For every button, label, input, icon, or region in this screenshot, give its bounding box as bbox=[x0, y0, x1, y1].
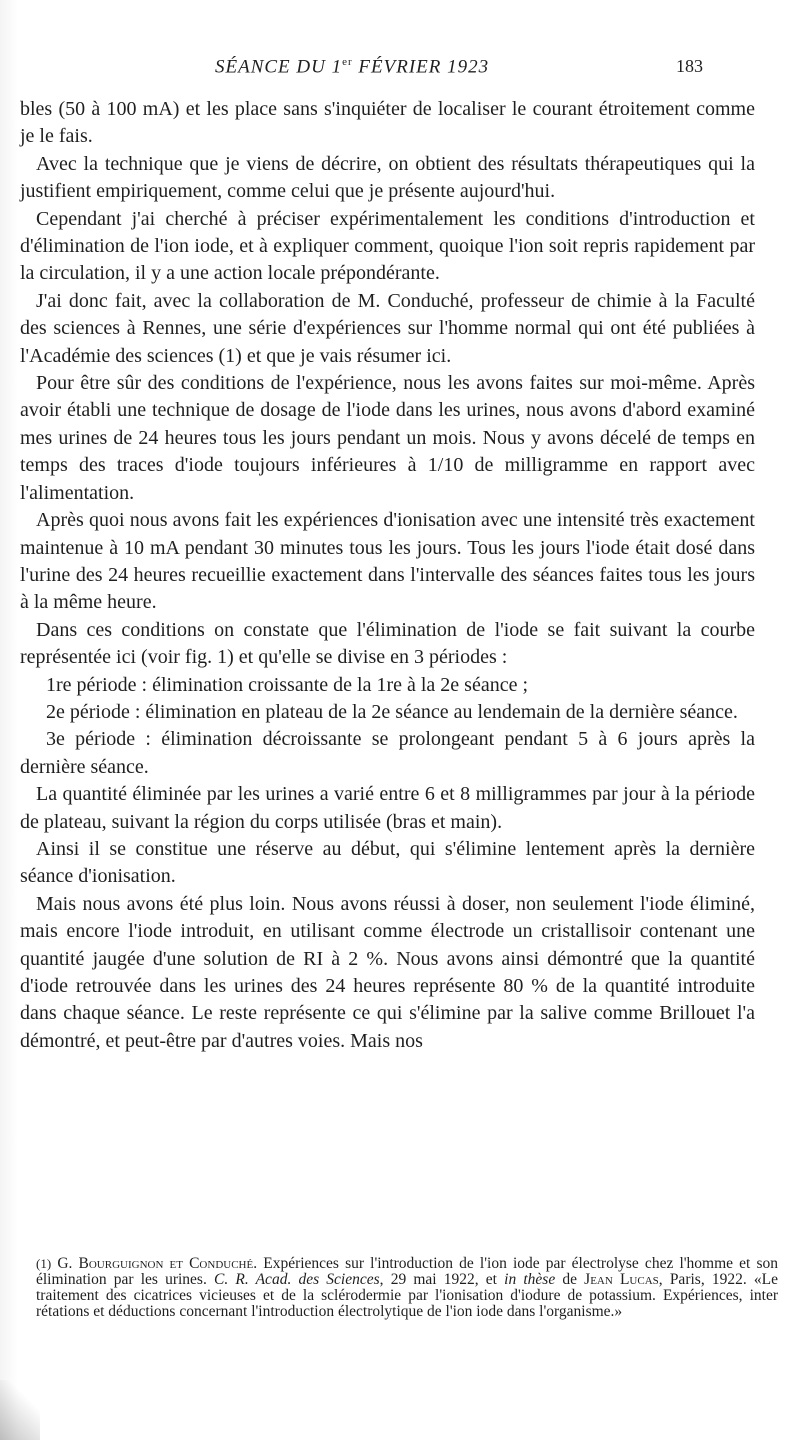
paragraph: La quantité éliminée par les urines a varié entre 6 et 8 milligrammes par jour à la période de plateau, suivant la région du corps utilisée (bras et main). bbox=[20, 783, 755, 833]
paragraph: Après quoi nous avons fait les expériences d'ionisation avec une intensité très exactement maintenue à 10 mA pendant 30 minutes tous les jours. Tous les jours l'iode était dosé dans l'urine des 24 heures recueillie exactement dans l'intervalle des séances faites tous les jours à la même heure. bbox=[20, 509, 755, 614]
footnote-in-these: in thèse bbox=[504, 1271, 556, 1288]
footnote-text: , 29 mai 1922, et bbox=[379, 1271, 505, 1288]
paragraph: Dans ces conditions on constate que l'élimination de l'iode se fait suivant la courbe représentée ici (voir fig. 1) et qu'elle se divise en 3 périodes : bbox=[20, 618, 755, 669]
paragraph: Ainsi il se constitue une réserve au début, qui s'élimine lentement après la dernière séance d'ionisation. bbox=[20, 837, 755, 888]
paragraph: Cependant j'ai cherché à préciser expérimentalement les conditions d'introduction et d'élimination de l'ion iode, et à expliquer comment, quoique l'ion soit repris rapidement par la circulation, il y a une action locale prépondérante. bbox=[20, 207, 755, 285]
paragraph: Mais nous avons été plus loin. Nous avons réussi à doser, non seulement l'iode éliminé, mais encore l'iode introduit, en utilisant comme électrode un cristallisoir contenant une quantité jaugée d'une solution de RI à 2 %. Nous avons ainsi démontré que la quantité d'iode retrouvée dans les urines des 24 heures représente 80 % de la quantité introduite dans chaque séance. Le reste représente ce qui s'élimine par la salive comme Brillouet l'a démontré, et peut-être par d'autres voies. Mais nos bbox=[20, 892, 755, 1052]
paragraph: Avec la technique que je viens de décrire, on obtient des résultats thérapeutiques qui la justifient empiriquement, comme celui que je présente aujourd'hui. bbox=[20, 152, 755, 203]
title-text: SÉANCE DU 1 bbox=[215, 56, 343, 78]
page-corner-shadow bbox=[0, 1380, 40, 1440]
paragraph: J'ai donc fait, avec la collaboration de M. Conduché, professeur de chimie à la Faculté des sciences à Rennes, une série d'expériences sur l'homme normal qui ont été publiées à l'Académie des sciences (1) et que je vais résumer ici. bbox=[20, 289, 755, 367]
paragraph: Pour être sûr des conditions de l'expérience, nous les avons faites sur moi-même. Après avoir établi une technique de dosage de l'iode dans les urines, nous avons d'abord examiné mes urines de 24 heures tous les jours pendant un mois. Nous y avons décelé de temps en temps des traces d'iode toujours inférieures à 1/10 de milligramme en rapport avec l'alimentation. bbox=[20, 372, 755, 504]
title-superscript: er bbox=[342, 56, 353, 68]
period-item: 2e période : élimination en plateau de la 2e séance au lendemain de la dernière séance. bbox=[46, 700, 738, 723]
running-title bbox=[215, 56, 489, 78]
page-number: 183 bbox=[676, 56, 703, 76]
footnote-text: . Expériences sur l'introduction de l'ion iode par électrolyse chez l'homme et son élimination par les urines. bbox=[36, 1255, 779, 1288]
paragraph: bles (50 à 100 mA) et les place sans s'inquiéter de localiser le courant étroitement comme je le fais. bbox=[20, 98, 755, 148]
footnote-authors: G. Bourguignon et Conduché bbox=[57, 1255, 254, 1272]
period-item: 3e période : élimination décroissante se prolongeant pendant 5 à 6 jours après la dernière séance. bbox=[20, 728, 755, 778]
period-item: 1re période : élimination croissante de la 1re à la 2e séance ; bbox=[46, 673, 529, 696]
footnote bbox=[36, 1256, 778, 1320]
footnote-text: de bbox=[555, 1271, 585, 1288]
footnote-text: , Paris, 1922. «Le traitement des cicatrices vicieuses et de la sclérodermie par l'ionisation d'iodure de potassium. Expériences, inter rétations et déductions concernant l'introduction électrolytique de l'ion iode dans l'organisme.» bbox=[36, 1271, 778, 1320]
body-text bbox=[20, 96, 755, 1055]
footnote-mark: (1) bbox=[36, 1256, 52, 1271]
footnote-journal: C. R. Acad. des Sciences bbox=[214, 1271, 380, 1288]
running-header bbox=[0, 56, 800, 84]
footnote-author2: Jean Lucas bbox=[584, 1271, 659, 1288]
title-date: FÉVRIER 1923 bbox=[352, 56, 490, 78]
